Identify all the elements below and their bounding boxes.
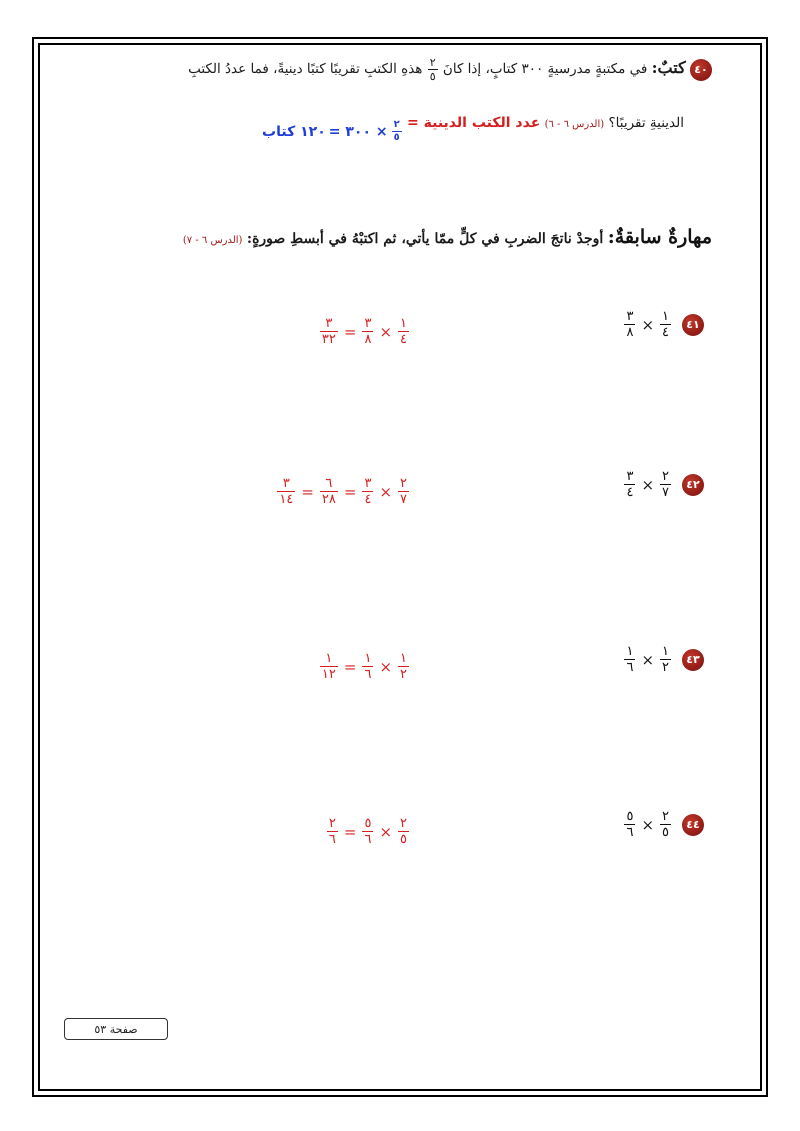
fraction-numerator: ٢ (662, 469, 669, 484)
fraction (660, 645, 671, 674)
answer-expression (262, 120, 403, 143)
question-expression (623, 645, 672, 674)
exercise-question (623, 810, 704, 839)
fraction-numerator: ٢ (393, 119, 400, 130)
fraction-denominator: ٥ (429, 70, 436, 83)
fraction-numerator: ٣ (325, 316, 333, 331)
fraction (362, 477, 373, 506)
answer-label: عدد الكتب الدينية = (407, 115, 541, 131)
fraction-denominator: ٤ (400, 332, 407, 347)
times-sign: × (641, 650, 655, 669)
question-expression (623, 810, 672, 839)
fraction (624, 310, 635, 339)
fraction-numerator: ١ (364, 651, 372, 666)
answer-expression (276, 477, 410, 506)
fraction (624, 470, 635, 499)
fraction (398, 477, 409, 506)
exercise-answer (326, 812, 410, 846)
answer-expression (319, 317, 410, 346)
page-number-tag (64, 1018, 168, 1040)
fraction-denominator: ٦ (364, 832, 372, 847)
fraction-numerator: ٢ (429, 56, 436, 69)
exercise-number-badge: ٤١ (682, 314, 704, 336)
fraction-denominator: ٧ (400, 492, 407, 507)
equals-sign: = (343, 482, 357, 501)
equals-sign: = (343, 322, 357, 341)
problem-keyword: كتبٌ: (651, 58, 686, 77)
times-sign: × (641, 815, 655, 834)
fraction-denominator: ٢ (662, 660, 669, 675)
times-sign: × (379, 657, 393, 676)
page-number: صفحة ٥٣ (94, 1022, 138, 1036)
exercise-answer (276, 472, 410, 506)
exercise-number-badge: ٤٤ (682, 814, 704, 836)
fraction-numerator: ١ (325, 651, 333, 666)
fraction-numerator: ٣ (364, 316, 372, 331)
skill-instruction: أوجدْ ناتجَ الضربِ في كلٍّ ممّا يأتي، ثم اكتبْهُ في أبسطِ صورةٍ: (246, 231, 604, 247)
times-sign: × (379, 822, 393, 841)
problem-text-part2: هذهِ الكتبِ تقريبًا كتبًا دينيةً، فما عددُ الكتبِ (188, 61, 423, 77)
fraction-denominator: ٢٨ (321, 492, 336, 507)
fraction-numerator: ١ (626, 644, 634, 659)
problem-number-badge: ٤٠ (690, 59, 712, 81)
fraction-numerator: ١ (400, 651, 407, 666)
exercise-number-badge: ٤٢ (682, 474, 704, 496)
fraction-numerator: ٥ (626, 809, 634, 824)
lesson-reference: (الدرس ٦ - ٦) (544, 119, 605, 130)
fraction (398, 317, 409, 346)
skill-title: مهارةٌ سابقةٌ: (607, 226, 712, 248)
problem-text-part1: في مكتبةٍ مدرسيةٍ ٣٠٠ كتابٍ، إذا كانَ (442, 61, 648, 77)
fraction-numerator: ٣ (626, 469, 634, 484)
fraction (362, 817, 373, 846)
fraction (398, 817, 409, 846)
fraction (362, 317, 373, 346)
skill-header (183, 226, 712, 248)
exercise-number-badge: ٤٣ (682, 649, 704, 671)
fraction-numerator: ٢ (400, 476, 407, 491)
answer-times: × ٣٠٠ = (328, 123, 388, 140)
fraction (660, 310, 671, 339)
fraction (660, 810, 671, 839)
exercise-answer (319, 312, 410, 346)
fraction-numerator: ٢ (328, 816, 336, 831)
answer-expression (326, 817, 410, 846)
fraction (320, 477, 338, 506)
fraction (362, 652, 373, 681)
fraction-denominator: ٦ (328, 832, 336, 847)
fraction (624, 645, 635, 674)
fraction-numerator: ٣ (282, 476, 290, 491)
fraction-denominator: ٧ (662, 485, 669, 500)
fraction-denominator: ٤ (364, 492, 372, 507)
problem-fraction (428, 57, 438, 82)
fraction-denominator: ٢ (400, 667, 407, 682)
answer-expression (319, 652, 410, 681)
fraction-numerator: ٣ (626, 309, 634, 324)
question-expression (623, 310, 672, 339)
times-sign: × (379, 322, 393, 341)
fraction-denominator: ٦ (626, 825, 634, 840)
fraction-numerator: ٥ (364, 816, 372, 831)
fraction (327, 817, 338, 846)
exercise-question (623, 310, 704, 339)
fraction (624, 810, 635, 839)
fraction-denominator: ٦ (626, 660, 634, 675)
exercise-question (623, 645, 704, 674)
lesson-reference: (الدرس ٦ - ٧) (182, 235, 243, 246)
fraction-denominator: ٣٢ (321, 332, 336, 347)
answer-fraction (392, 120, 402, 143)
times-sign: × (641, 475, 655, 494)
times-sign: × (641, 315, 655, 334)
fraction-denominator: ٤ (662, 325, 669, 340)
fraction-numerator: ٦ (325, 476, 333, 491)
fraction-numerator: ١ (400, 316, 407, 331)
fraction-denominator: ٥ (662, 825, 669, 840)
page-border-inner (38, 43, 762, 1091)
fraction (320, 652, 338, 681)
problem-40-line1 (188, 57, 712, 82)
fraction-denominator: ٦ (364, 667, 372, 682)
equals-sign: = (343, 657, 357, 676)
fraction (660, 470, 671, 499)
fraction-denominator: ٨ (626, 325, 634, 340)
problem-text-line2: الدينيةِ تقريبًا؟ (608, 115, 684, 131)
fraction-denominator: ٤ (626, 485, 634, 500)
answer-result: ١٢٠ كتاب (262, 123, 326, 140)
fraction-numerator: ١ (662, 309, 669, 324)
equals-sign: = (343, 822, 357, 841)
fraction (320, 317, 338, 346)
equals-sign: = (301, 482, 314, 501)
fraction-denominator: ١٢ (321, 667, 336, 682)
fraction-denominator: ٥ (400, 832, 407, 847)
exercise-question (623, 470, 704, 499)
fraction-denominator: ١٤ (279, 492, 294, 507)
fraction-denominator: ٥ (393, 132, 400, 143)
fraction-denominator: ٨ (364, 332, 372, 347)
fraction-numerator: ٢ (662, 809, 669, 824)
fraction-numerator: ١ (662, 644, 669, 659)
times-sign: × (379, 482, 393, 501)
fraction-numerator: ٢ (400, 816, 407, 831)
fraction-numerator: ٣ (364, 476, 372, 491)
exercise-answer (319, 647, 410, 681)
problem-40-line2 (262, 115, 684, 143)
question-expression (623, 470, 672, 499)
fraction (398, 652, 409, 681)
fraction (277, 477, 295, 506)
